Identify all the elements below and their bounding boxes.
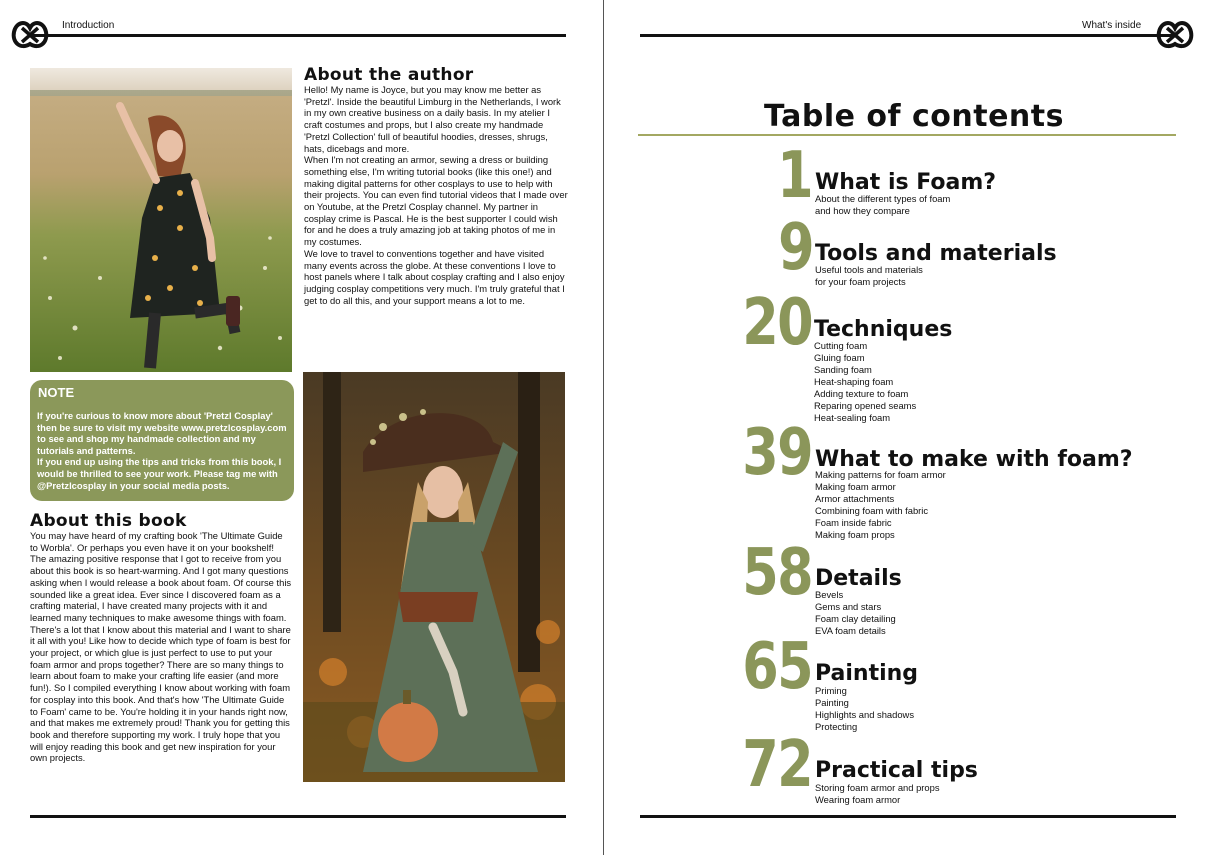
author-photo-forest [303, 372, 565, 782]
toc-item: Adding texture to foam [814, 388, 909, 399]
pretzel-icon [1155, 16, 1195, 50]
toc-item: Cutting foam [814, 340, 868, 351]
note-title: NOTE [38, 385, 75, 400]
right-page [604, 0, 1208, 855]
toc-page-number: 20 [742, 286, 812, 360]
toc-entry-items [815, 685, 914, 733]
toc-item: and how they compare [815, 205, 910, 216]
note-paragraph: If you end up using the tips and tricks from this book, I would be thrilled to see your work. Please tag me with @Pretzlcosplay in your social media posts. [37, 456, 282, 491]
toc-item: Reparing opened seams [814, 400, 917, 411]
toc-item: Heat-sealing foam [814, 412, 891, 423]
toc-item: Storing foam armor and props [815, 782, 940, 793]
toc-entry-title[interactable]: What is Foam? [815, 170, 997, 195]
toc-item: Making foam props [815, 529, 895, 540]
toc-item: Painting [815, 697, 849, 708]
toc-item: Heat-shaping foam [814, 376, 894, 387]
toc-entry-items [815, 469, 946, 541]
toc-entry-items [815, 193, 950, 217]
author-paragraph: When I'm not creating an armor, sewing a dress or building something else, I'm writing tutorial books (like this one!) and making digital patterns for other cosplays to use to help with their projects. You can even find tutorial videos that I made over on Youtube, at the Pretzl Cosplay channel. My partner in cosplay crime is Pascal. He is the best supporter I could wish for and he does a truly amazing job at taking photos of me in my costumes. [304, 154, 568, 248]
toc-item: Making foam armor [815, 481, 896, 492]
toc-entry-title[interactable]: Painting [815, 661, 919, 686]
page-header: Introduction [62, 20, 115, 31]
toc-page-number: 72 [742, 728, 812, 802]
toc-item: Armor attachments [815, 493, 895, 504]
toc-page-number: 9 [778, 211, 813, 285]
header-rule [640, 34, 1176, 37]
toc-item: Highlights and shadows [815, 709, 915, 720]
header-rule [30, 34, 566, 37]
toc-item: Bevels [815, 589, 844, 600]
toc-page-number: 39 [742, 416, 812, 490]
toc-item: Priming [815, 685, 847, 696]
toc-item: Combining foam with fabric [815, 505, 929, 516]
toc-page-number: 1 [777, 139, 812, 213]
toc-entry-items [815, 589, 896, 637]
toc-entry-items [815, 782, 940, 806]
pretzel-icon [10, 16, 50, 50]
toc-item: Gems and stars [815, 601, 882, 612]
toc-entry-title[interactable]: Tools and materials [815, 241, 1057, 266]
note-body [37, 410, 288, 491]
author-photo-field [30, 68, 292, 372]
toc-item: Foam clay detailing [815, 613, 896, 624]
toc-item: Sanding foam [814, 364, 872, 375]
toc-entry-items [814, 340, 916, 424]
footer-rule [30, 815, 566, 818]
toc-item: for your foam projects [815, 276, 906, 287]
toc-item: Gluing foam [814, 352, 865, 363]
toc-item: About the different types of foam [815, 193, 951, 204]
toc-title-rule [638, 134, 1176, 136]
toc-item: Useful tools and materials [815, 264, 923, 275]
toc-title: Table of contents [764, 99, 1064, 134]
toc-page-number: 65 [742, 630, 812, 704]
note-paragraph: If you're curious to know more about 'Pretzl Cosplay' then be sure to visit my website www.pretzlcosplay.com to see and shop my handmade collection and my tutorials and patterns. [37, 410, 287, 456]
about-author-text [304, 84, 569, 306]
toc-item: Foam inside fabric [815, 517, 892, 528]
toc-entry-title[interactable]: Details [815, 566, 902, 591]
footer-rule [640, 815, 1176, 818]
toc-page-number: 58 [742, 536, 812, 610]
note-box [30, 380, 294, 501]
author-paragraph: Hello! My name is Joyce, but you may know me better as 'Pretzl'. Inside the beautiful Limburg in the Netherlands, I work in my own creative business on a daily basis. In my atelier I craft costumes and props, but I also create my handmade 'Pretzl Collection' full of beautiful hoodies, dresses, shrugs, hats, dicebags and more. [304, 84, 561, 154]
about-book-heading: About this book [30, 511, 187, 531]
toc-entry-title[interactable]: Techniques [814, 317, 953, 342]
toc-item: EVA foam details [815, 625, 886, 636]
toc-item: Protecting [815, 721, 858, 732]
author-paragraph: We love to travel to conventions together and have visited many events across the globe. At these conventions I love to host panels where I talk about cosplay crafting and I also enjoy judging cosplay competitions very much. I'm truly grateful that I get to do all this, and your support means a lot to me. [304, 247, 565, 306]
toc-item: Wearing foam armor [815, 794, 901, 805]
about-book-text: You may have heard of my crafting book 'The Ultimate Guide to Worbla'. Or perhaps you even have it on your bookshelf! The amazing positive response that I got to receive from you about this book is so heart-warming. And I got many questions asking when I would release a book about foam. Of course this sounded like a great idea. Ever since I discovered foam as a crafting material, I have created many projects with it and learned many techniques to make awesome things with foam. There's a lot that I know about this material and I want to share it all with you! Like how to decide which type of foam is best for your project, or which glue is just perfect to use to put your foam armor and props together? There are so many things to learn about foam to make your crafting life easier (and more fun!). So I compiled everything I know about working with foam for cosplay into this book. And that's how 'The Ultimate Guide to Foam' came to be. You're holding it in your hands right now, and that makes me extremely proud! Thank you for getting this book and therefore supporting my work. I truly hope that you will enjoy reading this book and get new inspiration for your own projects. [30, 530, 292, 764]
toc-item: Making patterns for foam armor [815, 469, 946, 480]
about-author-heading: About the author [304, 65, 474, 85]
toc-entry-title[interactable]: What to make with foam? [815, 447, 1133, 472]
toc-entry-items [815, 264, 923, 288]
toc-entry-title[interactable]: Practical tips [815, 758, 978, 783]
page-header: What's inside [1082, 20, 1142, 31]
